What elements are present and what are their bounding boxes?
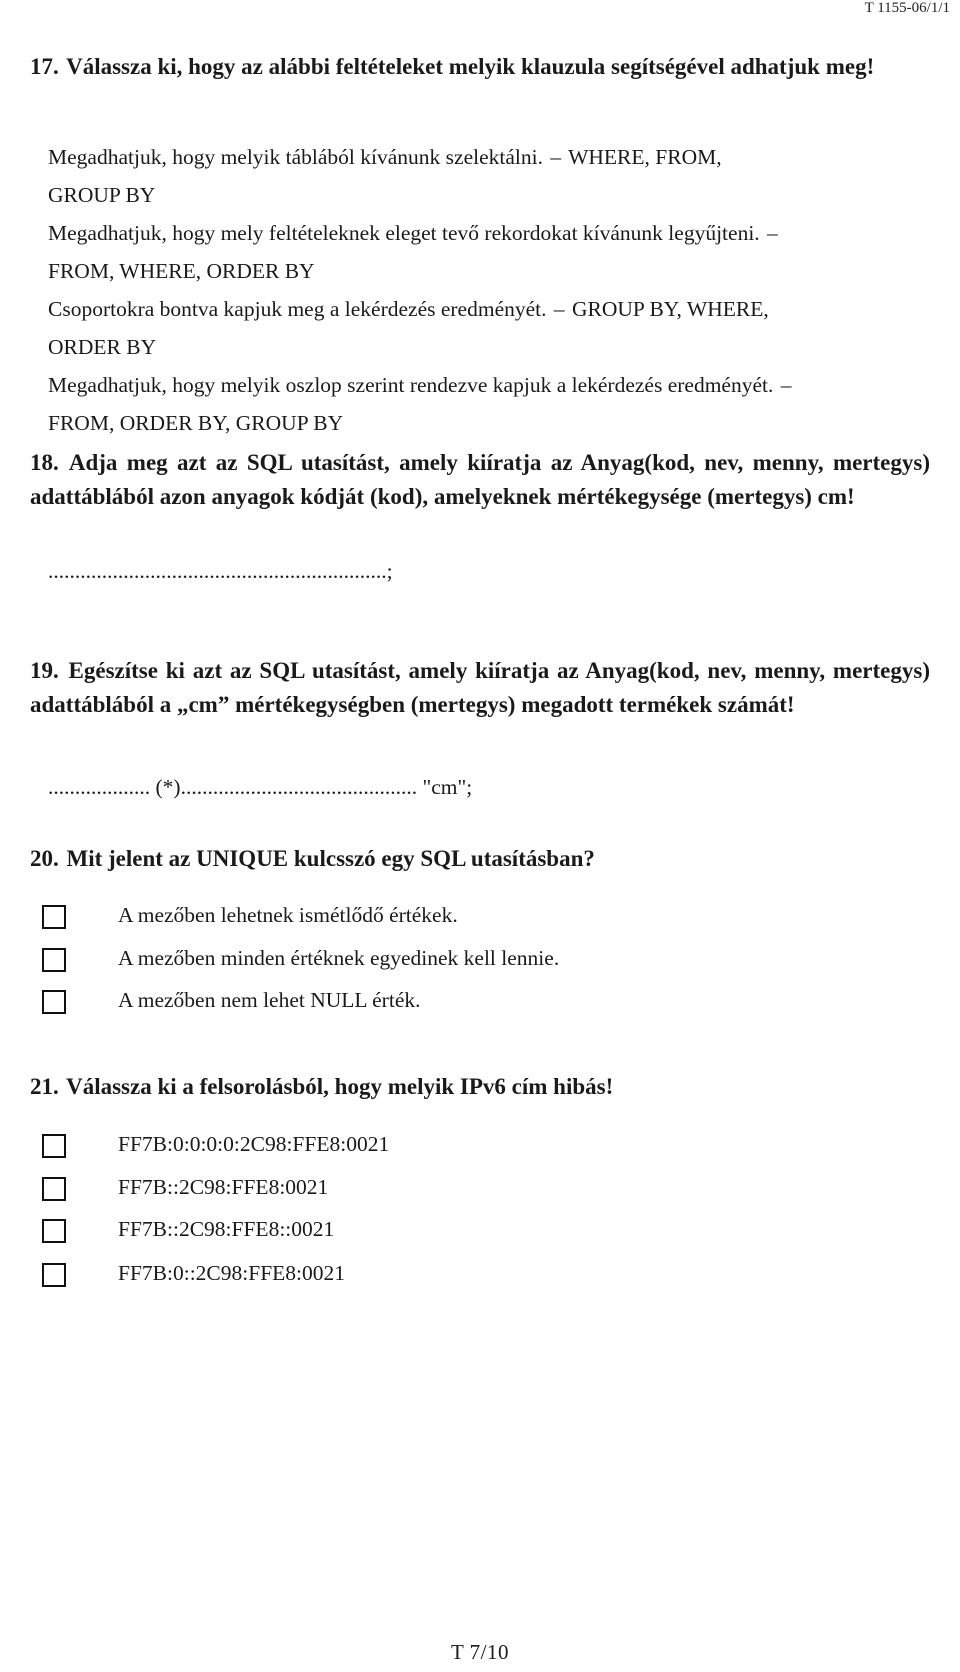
item-line: FROM, ORDER BY, GROUP BY [48, 411, 344, 435]
question-number: 21. [30, 1074, 59, 1099]
question-19 [30, 654, 930, 722]
option-row [42, 1131, 390, 1161]
question-21 [30, 1070, 930, 1104]
question-text: Egészítse ki azt az SQL utasítást, amely kiíratja az Anyag(kod, nev, menny, mertegys) adattáblából a „cm” mértékegységben (mertegys) megadott termékek számát! [30, 658, 930, 717]
answer-blank[interactable]: ...............................................................; [48, 559, 393, 583]
question-number: 17. [30, 54, 59, 79]
question-text: Adja meg azt az SQL utasítást, amely kiíratja az Anyag(kod, nev, menny, mertegys) adattáblából azon anyagok kódját (kod), amelyeknek mértékegysége (mertegys) cm! [30, 450, 930, 509]
document-code: T 1155-06/1/1 [864, 0, 950, 16]
question-20-prompt [30, 842, 930, 876]
option-label: A mezőben lehetnek ismétlődő értékek. [118, 903, 458, 927]
item-line: GROUP BY [48, 183, 156, 207]
question-number: 20. [30, 846, 59, 871]
question-17-items [48, 138, 948, 442]
item-line: ORDER BY [48, 335, 157, 359]
question-number: 18. [30, 450, 59, 475]
option-label: FF7B::2C98:FFE8:0021 [118, 1175, 329, 1199]
page-number: T 7/10 [450, 1640, 510, 1664]
question-text: Válassza ki, hogy az alábbi feltételeket melyik klauzula segítségével adhatjuk meg! [66, 54, 875, 79]
checkbox[interactable] [42, 1263, 66, 1287]
item-line: Megadhatjuk, hogy melyik táblából kívánunk szelektálni. – WHERE, FROM, [48, 145, 722, 169]
checkbox[interactable] [42, 1177, 66, 1201]
option-row [42, 902, 458, 932]
question-17 [30, 50, 930, 84]
item-line: Megadhatjuk, hogy melyik oszlop szerint rendezve kapjuk a lekérdezés eredményét. – [48, 373, 792, 397]
checkbox[interactable] [42, 990, 66, 1014]
checkbox[interactable] [42, 948, 66, 972]
question-20 [30, 842, 930, 876]
checkbox[interactable] [42, 1219, 66, 1243]
question-18-prompt [30, 446, 930, 514]
item-line: Csoportokra bontva kapjuk meg a lekérdezés eredményét. – GROUP BY, WHERE, [48, 297, 769, 321]
option-row [42, 1260, 346, 1290]
question-17-prompt [30, 50, 930, 84]
option-row [42, 1174, 329, 1204]
option-row [42, 987, 421, 1017]
checkbox[interactable] [42, 905, 66, 929]
answer-blank[interactable]: ................... (*)............................................ "cm"; [48, 775, 473, 799]
question-18 [30, 446, 930, 514]
item-line: Megadhatjuk, hogy mely feltételeknek eleget tevő rekordokat kívánunk legyűjteni. – [48, 221, 778, 245]
option-row [42, 945, 560, 975]
question-number: 19. [30, 658, 59, 683]
option-label: A mezőben nem lehet NULL érték. [118, 988, 421, 1012]
option-label: FF7B:0:0:0:0:2C98:FFE8:0021 [118, 1132, 390, 1156]
item-line: FROM, WHERE, ORDER BY [48, 259, 315, 283]
option-label: FF7B:0::2C98:FFE8:0021 [118, 1261, 346, 1285]
option-label: FF7B::2C98:FFE8::0021 [118, 1217, 335, 1241]
question-text: Válassza ki a felsorolásból, hogy melyik IPv6 cím hibás! [66, 1074, 614, 1099]
question-text: Mit jelent az UNIQUE kulcsszó egy SQL utasításban? [66, 846, 595, 871]
option-row [42, 1216, 335, 1246]
checkbox[interactable] [42, 1134, 66, 1158]
question-19-prompt [30, 654, 930, 722]
question-21-prompt [30, 1070, 930, 1104]
option-label: A mezőben minden értéknek egyedinek kell lennie. [118, 946, 560, 970]
